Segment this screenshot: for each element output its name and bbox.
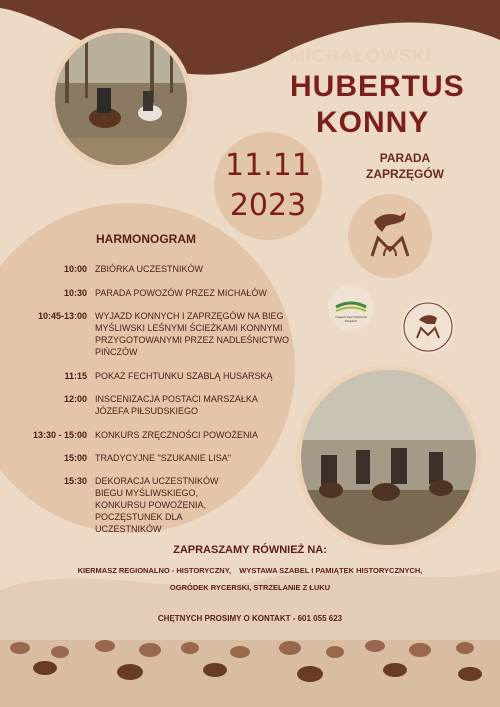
title-line-1: MICHAŁOWSKI (290, 46, 432, 66)
subtitle-line-2: ZAPRZĘGÓW (366, 167, 444, 181)
schedule-time: 15:30 (63, 476, 87, 486)
schedule-time: 10:45-13:00 (37, 311, 87, 321)
schedule-desc: WYJAZD KONNYCH I ZAPRZĘGÓW NA BIEG MYŚLIWSKI LEŚNYMI ŚCIEŻKAMI KONNYMI PRZYGOTOWANYMI PRZEZ NADLEŚNICTWO PIŃCZÓW (95, 311, 290, 357)
ksow-logo-text: Krajowa Sieć Obszarów Wiejskich (335, 315, 367, 323)
schedule-item (63, 287, 295, 299)
schedule-item (63, 263, 295, 275)
schedule-desc: INSCENIZACJA POSTACI MARSZAŁKA JÓZEFA PIŁSUDSKIEGO (95, 394, 258, 416)
schedule-desc: KONKURS ZRĘCZNOŚCI POWOŻENIA (95, 430, 259, 440)
riders-photo-top (50, 28, 192, 170)
schedule-item (37, 310, 295, 358)
carriages-photo (296, 365, 481, 550)
schedule-item (63, 393, 265, 417)
schedule-item (63, 452, 295, 464)
schedule-time: 10:30 (63, 288, 87, 298)
invite-line-1: KIERMASZ REGIONALNO - HISTORYCZNY, WYSTAWA SZABEL I PAMIĄTEK HISTORYCZNYCH, (77, 566, 423, 575)
horse-herd-illustration (0, 628, 500, 707)
invite-title: ZAPRASZAMY RÓWNIEŻ NA: (173, 544, 327, 556)
schedule-desc: POKAZ FECHTUNKU SZABLĄ HUSARSKĄ (95, 371, 273, 381)
schedule-time: 11:15 (64, 371, 87, 381)
schedule-time: 10:00 (63, 264, 87, 274)
ksow-logo (328, 285, 374, 331)
horse-icon (348, 194, 432, 278)
schedule-item (64, 370, 295, 382)
title-line-2: HUBERTUS (290, 70, 465, 103)
riding-club-logo (401, 300, 455, 354)
subtitle-line-1: PARADA (379, 151, 431, 165)
monogram-logo (348, 194, 432, 278)
schedule-time: 12:00 (63, 394, 87, 404)
date-day-month: 11.11 (225, 148, 311, 183)
invite-line-2: OGRÓDEK RYCERSKI, STRZELANIE Z ŁUKU (169, 583, 331, 592)
schedule-time: 15:00 (63, 453, 87, 463)
date-year: 2023 (229, 188, 307, 223)
title-line-3: KONNY (316, 106, 430, 139)
schedule-item (32, 429, 295, 441)
contact-info: CHĘTNYCH PROSIMY O KONTAKT - 601 055 623 (157, 614, 343, 623)
schedule-desc: ZBIÓRKA UCZESTNIKÓW (95, 264, 204, 274)
schedule-time: 13:30 - 15:00 (32, 430, 87, 440)
schedule-title: HARMONOGRAM (96, 232, 196, 246)
schedule-desc: DEKORACJA UCZESTNIKÓW BIEGU MYŚLIWSKIEGO, KONKURSU POWOŻENIA, POCZĘSTUNEK DLA UCZESTNIKÓW (95, 476, 219, 534)
schedule-desc: TRADYCYJNE "SZUKANIE LISA" (95, 453, 231, 463)
schedule-item (63, 475, 225, 535)
schedule-desc: PARADA POWOZÓW PRZEZ MICHAŁÓW (95, 288, 267, 298)
